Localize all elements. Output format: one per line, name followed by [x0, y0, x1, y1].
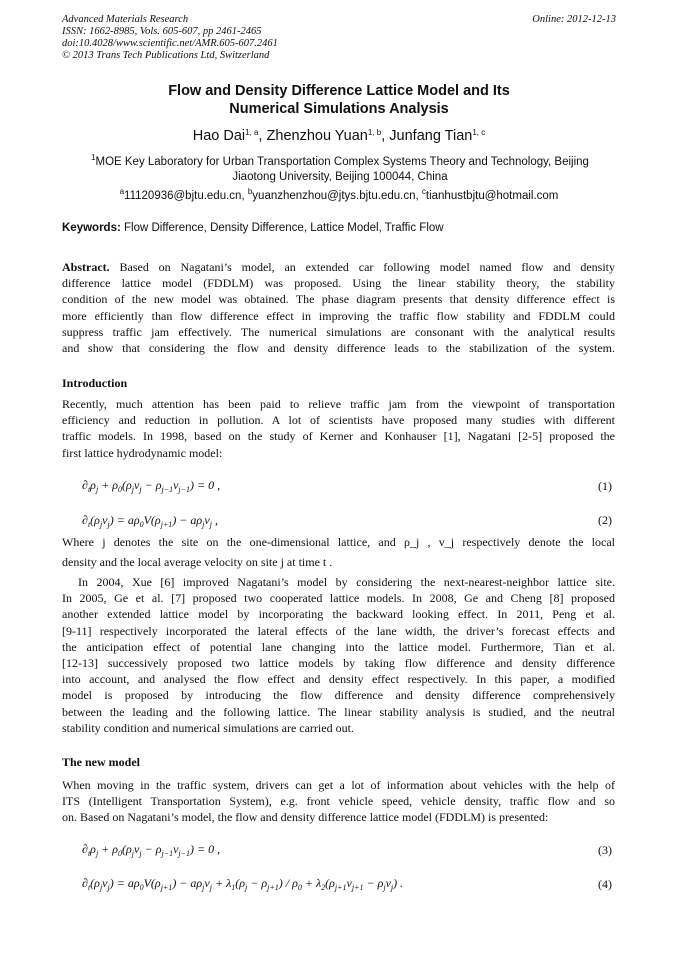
abstract-line: Based on Nagatani’s model, an extended car following model named flow and density	[119, 260, 616, 274]
intro2-line: between the leading and the following lattice. The linear stability analysis is studied, and the neutral	[62, 704, 615, 719]
keywords-label: Keywords:	[62, 222, 121, 234]
author-sup: 1, c	[472, 128, 486, 137]
email-sup: b	[247, 187, 253, 196]
email-sup: a	[119, 187, 125, 196]
affiliation-sup: 1	[91, 153, 96, 162]
affiliation-line-1: MOE Key Laboratory for Urban Transportation Complex Systems Theory and Technology, Beijing	[95, 156, 589, 168]
email-address[interactable]: yuanzhenzhou@jtys.bjtu.edu.cn	[252, 190, 416, 202]
where-line: Where j denotes the site on the one-dimensional lattice, and ρ_j , v_j respectively denote the local	[62, 535, 615, 549]
new-model-heading: The new model	[62, 755, 140, 769]
email-sup: c	[421, 187, 426, 196]
intro2-line: In 2005, Ge et al. [7] proposed two cooperated lattice models. In 2008, Ge and Cheng [8] proposed	[62, 591, 615, 606]
intro-paragraph	[62, 396, 615, 461]
intro-heading: Introduction	[62, 376, 128, 390]
abstract	[62, 259, 615, 356]
intro2-line: the anticipation effect of potential lane changing into the lattice model. Furthermore, Tian et al.	[62, 639, 615, 654]
equation-number: (4)	[598, 877, 612, 891]
intro2-line: into account, and analysed the flow effect and density effect respectively. In this paper, a modified	[62, 672, 615, 687]
online-date: Online: 2012-12-13	[532, 14, 616, 25]
issn-line: ISSN: 1662-8985, Vols. 605-607, pp 2461-2465	[62, 26, 262, 37]
abstract-label: Abstract.	[62, 260, 110, 274]
doi-line: doi:10.4028/www.scientific.net/AMR.605-607.2461	[62, 38, 278, 49]
abstract-line: difference lattice model (FDDLM) was proposed. Using the linear stability theory, the stability	[62, 276, 615, 291]
abstract-line: condition of the new model was obtained. The phase diagram presents that density difference effect is	[62, 292, 615, 307]
abstract-line: suppress traffic jam effectively. The numerical simulations are consonant with the analytical results	[62, 324, 615, 339]
new-model-paragraph	[62, 777, 615, 826]
copyright-line: © 2013 Trans Tech Publications Ltd, Switzerland	[62, 50, 270, 61]
where-line: density and the local average velocity on site j at time t .	[62, 555, 333, 569]
author-sup: 1, b	[367, 128, 382, 137]
affiliation	[62, 150, 618, 185]
new-model-line: When moving in the traffic system, drivers can get a lot of information about vehicles with the help of	[62, 778, 615, 792]
intro2-line: stability condition and numerical simulations are carried out.	[62, 720, 354, 735]
author-name: Junfang Tian	[389, 128, 473, 144]
new-model-line: ITS (Intelligent Transportation System), e.g. front vehicle speed, vehicle density, traffic flow and so	[62, 794, 615, 809]
equation-number: (1)	[598, 479, 612, 493]
abstract-line: more efficiently than flow difference effect in improving the traffic flow stability and FDDLM could	[62, 308, 615, 323]
author-sup: 1, a	[245, 128, 259, 137]
author-name: Zhenzhou Yuan	[266, 128, 368, 144]
new-model-line: on. Based on Nagatani’s model, the flow and density difference lattice model (FDDLM) is presented:	[62, 810, 549, 825]
equation-1: $\partial_t\rho_j + \rho_0(\rho_jv_j - \rho_{j-1}v_{j-1}) = 0$ ,	[82, 478, 221, 494]
intro-paragraph-2	[62, 574, 615, 736]
journal-name: Advanced Materials Research	[62, 14, 189, 25]
equation-3: $\partial_t\rho_j + \rho_0(\rho_jv_j - \rho_{j-1}v_{j-1}) = 0$ ,	[82, 842, 221, 858]
equation-number: (2)	[598, 513, 612, 527]
email-address[interactable]: 11120936@bjtu.edu.cn	[124, 190, 242, 202]
intro-line: Recently, much attention has been paid to relieve traffic jam from the viewpoint of transportation	[62, 397, 615, 411]
intro2-line: another extended lattice model by incorporating the backward looking effect. In 2011, Peng et al.	[62, 607, 615, 622]
author-name: Hao Dai	[192, 128, 246, 144]
intro-line: traffic models. In 1998, based on the study of Kerner and Konhauser [1], Nagatani [2-5] proposed the	[62, 429, 615, 444]
intro2-line: [9-11] respectively incorporated the lateral effects of the lane width, the driver’s forecast effects and	[62, 623, 615, 638]
paper-title	[0, 82, 678, 118]
intro2-line: [12-13] successively proposed two lattice models by taking flow difference and density difference	[62, 655, 615, 670]
equation-2: $\partial_t(\rho_jv_j) = a\rho_0V(\rho_{j+1}) - a\rho_jv_j$ ,	[82, 513, 218, 529]
keywords	[62, 222, 444, 234]
intro-line: efficiency and reduction in pollution. A lot of scientists have proposed many studies with different	[62, 413, 615, 428]
abstract-line: and show that considering the flow and density difference leads to the stabilization of the system.	[62, 340, 615, 355]
author-list: Hao Dai$^{1, a}$, Zhenzhou Yuan$^{1, b}$, Junfang Tian$^{1, c}$	[192, 128, 486, 144]
title-line-2: Numerical Simulations Analysis	[229, 101, 449, 117]
title-line-1: Flow and Density Difference Lattice Model and Its	[168, 83, 510, 99]
keywords-text: Flow Difference, Density Difference, Lattice Model, Traffic Flow	[124, 222, 444, 234]
intro-line: first lattice hydrodynamic model:	[62, 445, 223, 460]
email-line: $^a$11120936@bjtu.edu.cn, $^b$yuanzhenzhou@jtys.bjtu.edu.cn, $^c$tianhustbjtu@hotmail.com	[119, 187, 559, 202]
equation-4: $\partial_t(\rho_jv_j) = a\rho_0V(\rho_{j+1}) - a\rho_jv_j + \lambda_1(\rho_j - \rho_{j+1}) / \rho_0 + \lambda_2(\rho_{j+1}v_{j+1} - \rho_jv_j)$ .	[82, 876, 404, 892]
where-paragraph	[62, 534, 615, 570]
affiliation-line-2: Jiaotong University, Beijing 100044, China	[232, 171, 448, 183]
intro2-line: In 2004, Xue [6] improved Nagatani’s model by considering the next-nearest-neighbor lattice site.	[78, 575, 615, 589]
email-address[interactable]: tianhustbjtu@hotmail.com	[425, 190, 559, 202]
intro2-line: model is proposed by introducing the flow difference and density difference comprehensively	[62, 688, 615, 703]
equation-number: (3)	[598, 843, 612, 857]
